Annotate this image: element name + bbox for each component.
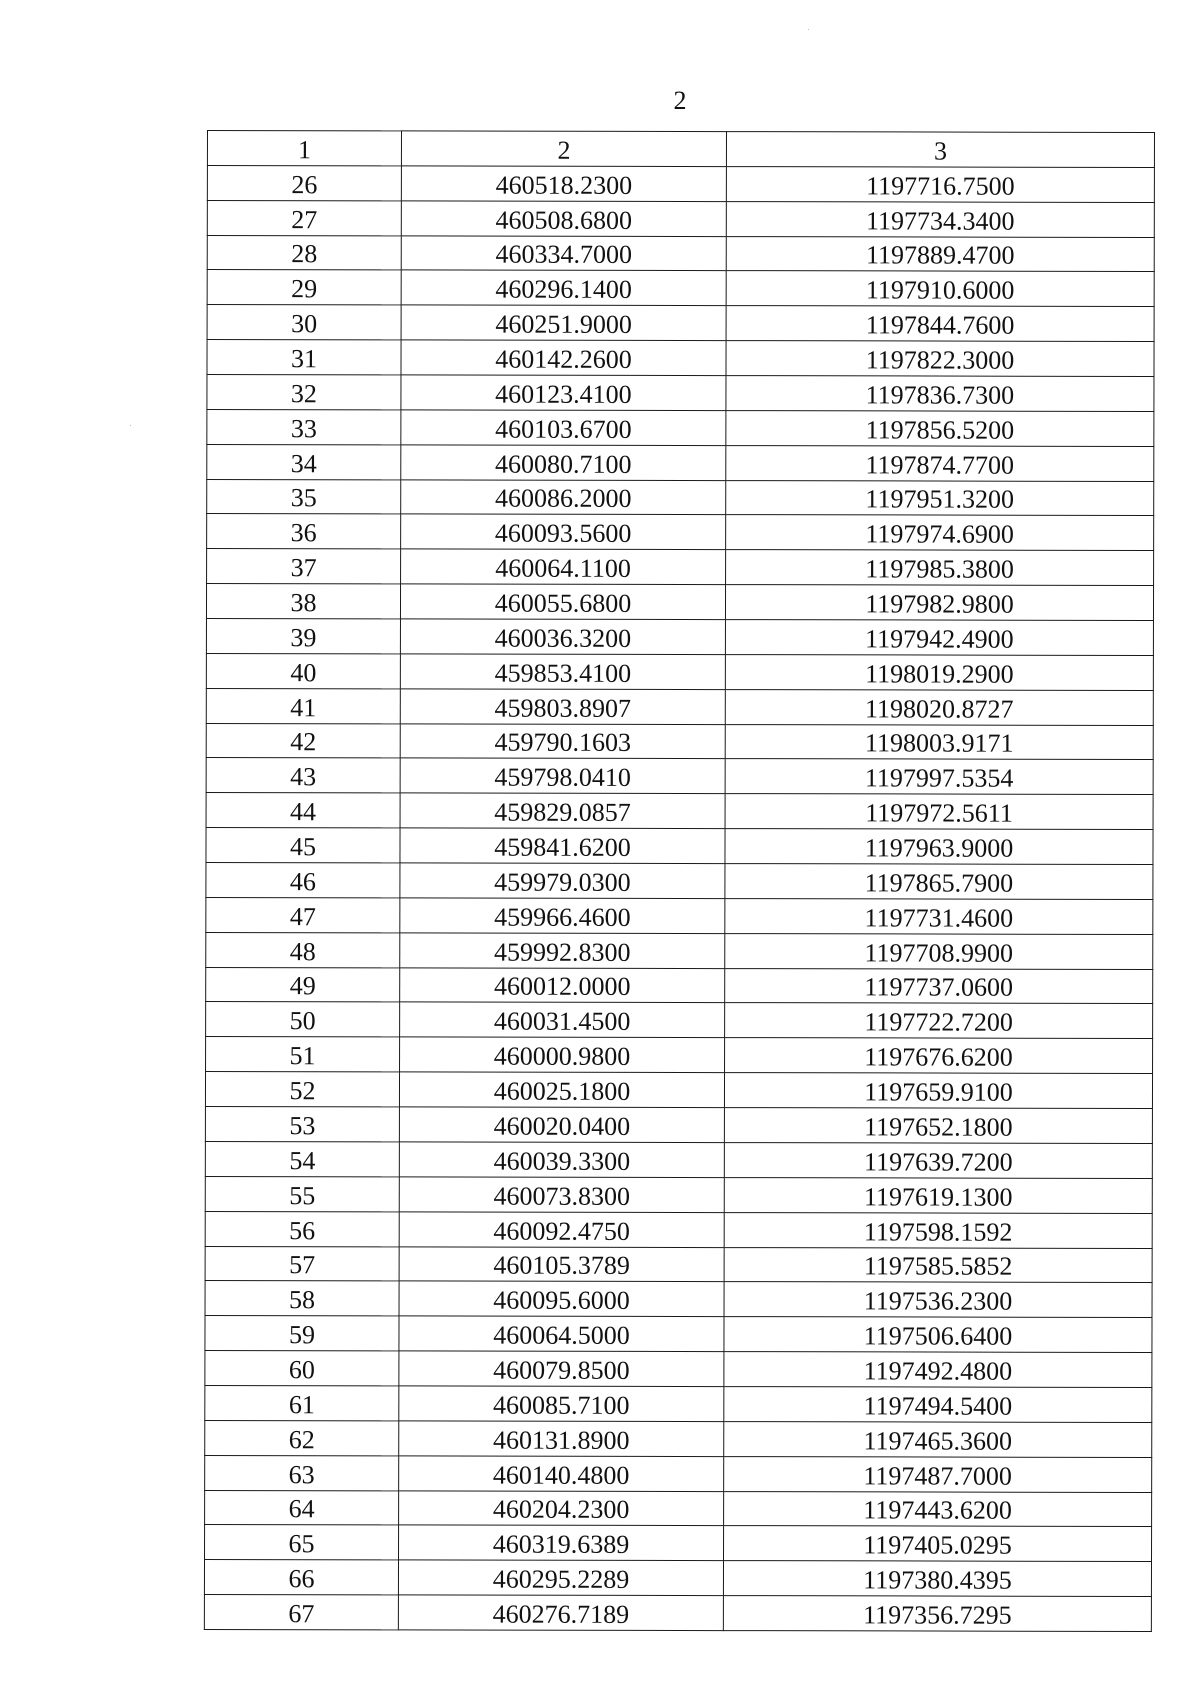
cell-coordinate-x: 460012.0000 [400, 968, 725, 1004]
cell-coordinate-x: 460319.6389 [399, 1525, 724, 1561]
cell-coordinate-y: 1197639.7200 [724, 1143, 1152, 1179]
cell-coordinate-x: 459966.4600 [400, 898, 725, 934]
cell-coordinate-x: 460092.4750 [399, 1212, 724, 1248]
table-row [206, 584, 1153, 621]
cell-coordinate-y: 1197619.1300 [724, 1177, 1152, 1213]
cell-coordinate-x: 460334.7000 [401, 235, 726, 271]
cell-coordinate-y: 1197985.3800 [726, 550, 1154, 586]
cell-point-number: 59 [205, 1316, 399, 1351]
table-row [205, 1455, 1152, 1492]
table-row [205, 1281, 1152, 1318]
table-row [204, 1595, 1151, 1632]
table-row [205, 1246, 1152, 1283]
cell-coordinate-x: 459790.1603 [400, 724, 725, 760]
cell-coordinate-x: 459803.8907 [400, 689, 725, 725]
cell-point-number: 30 [207, 305, 401, 340]
cell-coordinate-y: 1197997.5354 [725, 759, 1153, 795]
cell-coordinate-y: 1197874.7700 [726, 445, 1154, 481]
cell-point-number: 28 [207, 235, 401, 270]
cell-point-number: 58 [205, 1281, 399, 1316]
cell-point-number: 36 [207, 514, 401, 549]
cell-coordinate-y: 1197443.6200 [724, 1491, 1152, 1527]
cell-point-number: 44 [206, 793, 400, 828]
cell-coordinate-x: 460296.1400 [401, 270, 726, 306]
cell-coordinate-x: 459841.6200 [400, 828, 725, 864]
cell-coordinate-y: 1197951.3200 [726, 480, 1154, 516]
coordinates-table-body [204, 131, 1154, 1632]
cell-point-number: 65 [205, 1525, 399, 1560]
table-row [206, 897, 1153, 934]
cell-point-number: 38 [206, 584, 400, 619]
table-row [205, 1211, 1152, 1248]
cell-coordinate-x: 460105.3789 [399, 1246, 724, 1282]
table-row [207, 409, 1154, 446]
table-row [206, 1002, 1153, 1039]
scan-speck [808, 29, 809, 30]
cell-point-number: 31 [207, 340, 401, 375]
table-row [207, 305, 1154, 342]
table-row [207, 200, 1154, 237]
cell-coordinate-y: 1197598.1592 [724, 1212, 1152, 1248]
cell-point-number: 43 [206, 758, 400, 793]
cell-coordinate-x: 460086.2000 [401, 480, 726, 516]
cell-coordinate-x: 460093.5600 [401, 514, 726, 550]
cell-coordinate-x: 460095.6000 [399, 1281, 724, 1317]
cell-point-number: 45 [206, 828, 400, 863]
table-row [204, 1560, 1151, 1597]
table-row [206, 723, 1153, 760]
cell-point-number: 33 [207, 409, 401, 444]
table-row [206, 653, 1153, 690]
cell-point-number: 55 [205, 1176, 399, 1211]
table-row [207, 514, 1154, 551]
table-row [206, 688, 1153, 725]
table-row [207, 270, 1154, 307]
cell-coordinate-x: 460251.9000 [401, 305, 726, 341]
cell-point-number: 47 [206, 897, 400, 932]
cell-coordinate-y: 1197731.4600 [725, 898, 1153, 934]
table-row [206, 793, 1153, 830]
table-row [207, 549, 1154, 586]
cell-coordinate-y: 1197734.3400 [726, 201, 1154, 237]
header-cell-column-1: 1 [207, 131, 401, 166]
page-number: 2 [673, 86, 687, 115]
table-row [207, 165, 1154, 202]
cell-coordinate-x: 460064.1100 [401, 549, 726, 585]
cell-coordinate-y: 1197889.4700 [726, 236, 1154, 272]
cell-coordinate-x: 460020.0400 [399, 1107, 724, 1143]
cell-coordinate-x: 460079.8500 [399, 1351, 724, 1387]
table-header-row [207, 131, 1154, 168]
table-row [206, 863, 1153, 900]
cell-coordinate-y: 1197356.7295 [723, 1596, 1151, 1632]
cell-coordinate-x: 460039.3300 [399, 1142, 724, 1178]
cell-coordinate-x: 460025.1800 [399, 1072, 724, 1108]
cell-coordinate-y: 1197405.0295 [724, 1526, 1152, 1562]
cell-coordinate-x: 460295.2289 [398, 1560, 723, 1596]
cell-point-number: 56 [205, 1211, 399, 1246]
cell-point-number: 37 [207, 549, 401, 584]
cell-point-number: 40 [206, 653, 400, 688]
cell-point-number: 41 [206, 688, 400, 723]
cell-coordinate-x: 460031.4500 [400, 1002, 725, 1038]
table-row [206, 1037, 1153, 1074]
cell-point-number: 50 [206, 1002, 400, 1037]
cell-coordinate-x: 459829.0857 [400, 793, 725, 829]
coordinates-table [204, 130, 1155, 1632]
table-row [205, 1525, 1152, 1562]
cell-coordinate-y: 1197380.4395 [723, 1561, 1151, 1597]
cell-coordinate-x: 460131.8900 [399, 1421, 724, 1457]
cell-coordinate-y: 1197910.6000 [726, 271, 1154, 307]
cell-coordinate-y: 1198019.2900 [725, 654, 1153, 690]
table-row [205, 1316, 1152, 1353]
cell-coordinate-y: 1197942.4900 [725, 620, 1153, 656]
cell-coordinate-y: 1197494.5400 [724, 1387, 1152, 1423]
cell-coordinate-y: 1197652.1800 [724, 1108, 1152, 1144]
cell-coordinate-x: 459853.4100 [400, 654, 725, 690]
cell-coordinate-x: 460055.6800 [400, 584, 725, 620]
cell-coordinate-y: 1197492.4800 [724, 1352, 1152, 1388]
cell-point-number: 62 [205, 1420, 399, 1455]
table-row [207, 444, 1154, 481]
cell-point-number: 64 [205, 1490, 399, 1525]
table-row [207, 340, 1154, 377]
cell-coordinate-y: 1197737.0600 [725, 968, 1153, 1004]
cell-coordinate-x: 459798.0410 [400, 758, 725, 794]
cell-coordinate-y: 1197865.7900 [725, 864, 1153, 900]
cell-coordinate-x: 459992.8300 [400, 933, 725, 969]
cell-coordinate-x: 460085.7100 [399, 1386, 724, 1422]
cell-coordinate-y: 1197585.5852 [724, 1247, 1152, 1283]
cell-point-number: 63 [205, 1455, 399, 1490]
cell-coordinate-y: 1198003.9171 [725, 724, 1153, 760]
cell-point-number: 26 [207, 165, 401, 200]
table-row [205, 1141, 1152, 1178]
cell-point-number: 35 [207, 479, 401, 514]
cell-coordinate-x: 460103.6700 [401, 410, 726, 446]
table-row [205, 1490, 1152, 1527]
cell-coordinate-y: 1197972.5611 [725, 794, 1153, 830]
cell-point-number: 61 [205, 1385, 399, 1420]
cell-coordinate-x: 460064.5000 [399, 1316, 724, 1352]
cell-coordinate-x: 460036.3200 [400, 619, 725, 655]
cell-coordinate-y: 1197963.9000 [725, 829, 1153, 865]
cell-coordinate-y: 1197716.7500 [726, 166, 1154, 202]
cell-coordinate-x: 460073.8300 [399, 1177, 724, 1213]
cell-coordinate-x: 460123.4100 [401, 375, 726, 411]
cell-coordinate-y: 1197974.6900 [726, 515, 1154, 551]
cell-coordinate-x: 459979.0300 [400, 863, 725, 899]
table-row [205, 1107, 1152, 1144]
cell-point-number: 66 [204, 1560, 398, 1595]
table-row [207, 479, 1154, 516]
cell-coordinate-x: 460080.7100 [401, 445, 726, 481]
cell-coordinate-y: 1197536.2300 [724, 1282, 1152, 1318]
cell-point-number: 51 [206, 1037, 400, 1072]
cell-coordinate-y: 1197722.7200 [725, 1003, 1153, 1039]
table-row [205, 1385, 1152, 1422]
cell-coordinate-y: 1197465.3600 [724, 1421, 1152, 1457]
cell-coordinate-y: 1197676.6200 [725, 1038, 1153, 1074]
cell-point-number: 29 [207, 270, 401, 305]
cell-point-number: 52 [205, 1072, 399, 1107]
table-row [205, 1420, 1152, 1457]
header-cell-column-3: 3 [726, 132, 1154, 168]
scan-speck [130, 425, 131, 426]
cell-point-number: 39 [206, 619, 400, 654]
table-row [206, 828, 1153, 865]
cell-point-number: 48 [206, 932, 400, 967]
cell-coordinate-y: 1197708.9900 [725, 933, 1153, 969]
cell-point-number: 27 [207, 200, 401, 235]
table-row [205, 1351, 1152, 1388]
cell-coordinate-y: 1197856.5200 [726, 410, 1154, 446]
cell-coordinate-x: 460518.2300 [401, 166, 726, 202]
cell-coordinate-y: 1197659.9100 [724, 1073, 1152, 1109]
cell-coordinate-y: 1197982.9800 [725, 585, 1153, 621]
cell-point-number: 53 [205, 1107, 399, 1142]
cell-coordinate-x: 460140.4800 [399, 1456, 724, 1492]
cell-point-number: 32 [207, 375, 401, 410]
cell-coordinate-y: 1197822.3000 [726, 341, 1154, 377]
cell-point-number: 42 [206, 723, 400, 758]
table-row [205, 1176, 1152, 1213]
cell-coordinate-y: 1197487.7000 [724, 1456, 1152, 1492]
table-row [207, 375, 1154, 412]
header-cell-column-2: 2 [401, 131, 726, 167]
cell-coordinate-x: 460508.6800 [401, 201, 726, 237]
cell-point-number: 54 [205, 1141, 399, 1176]
cell-point-number: 67 [204, 1595, 398, 1630]
cell-coordinate-x: 460000.9800 [400, 1037, 725, 1073]
cell-coordinate-x: 460276.7189 [398, 1595, 723, 1631]
cell-coordinate-y: 1197836.7300 [726, 376, 1154, 412]
table-row [206, 932, 1153, 969]
cell-point-number: 60 [205, 1351, 399, 1386]
table-row [206, 967, 1153, 1004]
cell-point-number: 57 [205, 1246, 399, 1281]
table-row [206, 758, 1153, 795]
table-row [207, 235, 1154, 272]
cell-coordinate-y: 1197506.6400 [724, 1317, 1152, 1353]
table-row [205, 1072, 1152, 1109]
table-row [206, 619, 1153, 656]
cell-point-number: 46 [206, 863, 400, 898]
cell-coordinate-y: 1198020.8727 [725, 689, 1153, 725]
cell-coordinate-x: 460142.2600 [401, 340, 726, 376]
cell-coordinate-x: 460204.2300 [399, 1490, 724, 1526]
cell-point-number: 34 [207, 444, 401, 479]
cell-point-number: 49 [206, 967, 400, 1002]
cell-coordinate-y: 1197844.7600 [726, 306, 1154, 342]
